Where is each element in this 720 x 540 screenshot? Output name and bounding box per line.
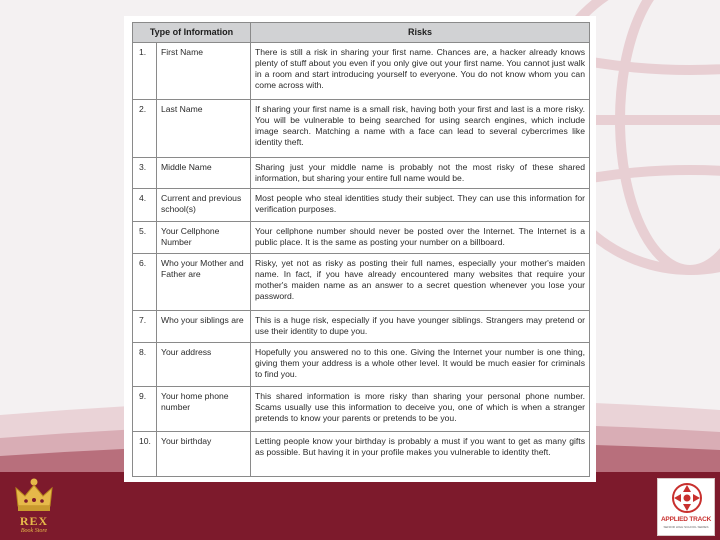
logo-brand-name: REX bbox=[19, 514, 49, 528]
table-row bbox=[133, 158, 590, 189]
logo-applied-track-subtitle: SENIOR HIGH SCHOOL SERIES bbox=[663, 525, 709, 529]
logo-brand-subtitle: Book Store bbox=[20, 528, 48, 534]
table-row bbox=[133, 311, 590, 343]
row-risk: Letting people know your birthday is probably a must if you want to get as many gifts as possible. But having it in your profile makes you vulnerable to identity theft. bbox=[251, 432, 590, 477]
row-type: Your birthday bbox=[157, 432, 251, 477]
row-type: Your home phone number bbox=[157, 387, 251, 432]
header-risks: Risks bbox=[251, 23, 590, 43]
row-number: 6. bbox=[133, 254, 157, 311]
table-row bbox=[133, 100, 590, 158]
row-risk: Sharing just your middle name is probably not the most risky of these shared information, but sharing your entire full name would be. bbox=[251, 158, 590, 189]
row-type: Your address bbox=[157, 343, 251, 387]
row-risk: This is a huge risk, especially if you have younger siblings. Strangers may pretend or use their identity to dupe you. bbox=[251, 311, 590, 343]
row-number: 7. bbox=[133, 311, 157, 343]
row-risk: Hopefully you answered no to this one. Giving the Internet your number is one thing, giving them your address is a whole other level. It would be much easier for criminals to find you. bbox=[251, 343, 590, 387]
row-type: Who your Mother and Father are bbox=[157, 254, 251, 311]
row-risk: Your cellphone number should never be posted over the Internet. The Internet is a public place. It is the same as posting your number on a billboard. bbox=[251, 222, 590, 254]
information-risks-table bbox=[132, 22, 590, 477]
document-panel bbox=[124, 16, 596, 482]
row-number: 10. bbox=[133, 432, 157, 477]
row-number: 9. bbox=[133, 387, 157, 432]
logo-applied-track-name: APPLIED TRACK bbox=[660, 516, 712, 523]
compass-arrows-icon bbox=[671, 482, 703, 514]
row-number: 3. bbox=[133, 158, 157, 189]
row-number: 1. bbox=[133, 43, 157, 100]
rex-book-store-logo bbox=[8, 476, 60, 538]
table-row bbox=[133, 432, 590, 477]
row-type: Your Cellphone Number bbox=[157, 222, 251, 254]
row-type: First Name bbox=[157, 43, 251, 100]
row-risk: There is still a risk in sharing your first name. Chances are, a hacker already knows plenty of stuff about you even if you only give out your first name. You cannot just walk in a room and start introducing yourself to everyone. You do not know whom you can come across with. bbox=[251, 43, 590, 100]
table-row bbox=[133, 43, 590, 100]
table-header-row bbox=[133, 23, 590, 43]
table-row bbox=[133, 189, 590, 222]
crown-icon bbox=[8, 476, 60, 514]
header-type-of-information: Type of Information bbox=[133, 23, 251, 43]
row-number: 8. bbox=[133, 343, 157, 387]
row-risk: This shared information is more risky than sharing your personal phone number. Scams usually use this information to deceive you, one of which is when a stranger pretends to know your parents or pretends to be you. bbox=[251, 387, 590, 432]
row-type: Middle Name bbox=[157, 158, 251, 189]
row-risk: Most people who steal identities study their subject. They can use this information for verification purposes. bbox=[251, 189, 590, 222]
table-row bbox=[133, 254, 590, 311]
row-risk: Risky, yet not as risky as posting their full names, especially your mother's maiden name. In fact, if you have already encountered many websites that require your mother's maiden name as an answer to a secret question whenever you lose your password. bbox=[251, 254, 590, 311]
row-type: Last Name bbox=[157, 100, 251, 158]
row-number: 5. bbox=[133, 222, 157, 254]
applied-track-logo bbox=[657, 478, 715, 536]
row-risk: If sharing your first name is a small risk, having both your first and last is a more risky. You will be vulnerable to being searched for using search engines, which include image search. Matching a name with a face can lead to several cybercrimes like identity theft. bbox=[251, 100, 590, 158]
row-number: 4. bbox=[133, 189, 157, 222]
row-type: Current and previous school(s) bbox=[157, 189, 251, 222]
row-type: Who your siblings are bbox=[157, 311, 251, 343]
table-row bbox=[133, 222, 590, 254]
row-number: 2. bbox=[133, 100, 157, 158]
footer-bar bbox=[0, 472, 720, 540]
table-row bbox=[133, 387, 590, 432]
table-row bbox=[133, 343, 590, 387]
